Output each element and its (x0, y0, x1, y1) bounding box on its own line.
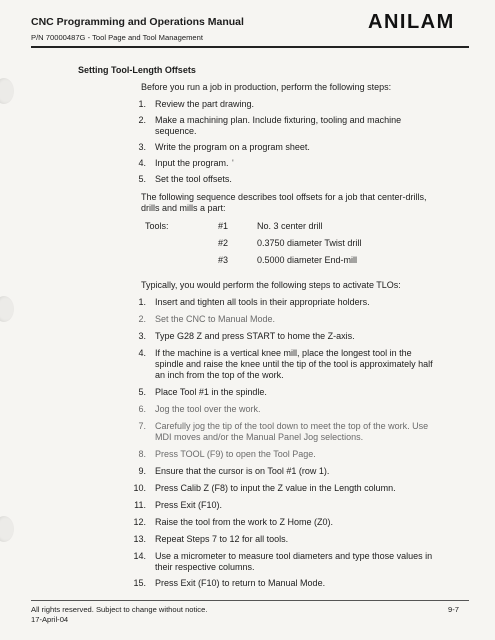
step-number: 5. (138, 387, 146, 397)
step-number: 7. (138, 421, 146, 431)
step-number: 10. (133, 483, 146, 493)
step-text: Type G28 Z and press START to home the Z-axis. (155, 331, 355, 341)
step-text: Press Exit (F10) to return to Manual Mode. (155, 578, 326, 588)
stray-mark: ' (232, 158, 234, 168)
step-text: Review the part drawing. (155, 99, 255, 109)
step-text: Use a micrometer to measure tool diameters and type those values in (155, 551, 433, 561)
binder-hole (0, 516, 14, 542)
step-number: 3. (138, 142, 146, 152)
page-number: 9-7 (448, 605, 459, 614)
step-text: If the machine is a vertical knee mill, place the longest tool in the (155, 348, 412, 358)
tools-label: Tools: (145, 221, 169, 231)
manual-part-number: P/N 70000487G - Tool Page and Tool Management (31, 33, 203, 42)
step-text: Write the program on a program sheet. (155, 142, 310, 152)
step-text: Ensure that the cursor is on Tool #1 (row 1). (155, 466, 330, 476)
step-text: an inch from the top of the work. (155, 370, 284, 380)
step-text: Carefully jog the tip of the tool down to meet the top of the work. Use (155, 421, 429, 431)
footer-rights: All rights reserved. Subject to change without notice. (31, 605, 208, 614)
step-text: sequence. (155, 126, 197, 136)
step-text: Press Exit (F10). (155, 500, 223, 510)
tool-id: #3 (218, 255, 229, 265)
step-number: 9. (138, 466, 146, 476)
step-text: Jog the tool over the work. (155, 404, 261, 414)
step-number: 1. (138, 99, 146, 109)
step-text: Repeat Steps 7 to 12 for all tools. (155, 534, 289, 544)
step-number: 4. (138, 158, 146, 168)
tool-id: #1 (218, 221, 229, 231)
brand-logo: ANILAM (368, 11, 455, 33)
tool-desc: 0.3750 diameter Twist drill (257, 238, 362, 248)
step-text: their respective columns. (155, 562, 255, 572)
step-number: 1. (138, 297, 146, 307)
step-number: 14. (133, 551, 146, 561)
step-text: Make a machining plan. Include fixturing, tooling and machine (155, 115, 402, 125)
step-text: Press TOOL (F9) to open the Tool Page. (155, 449, 316, 459)
step-number: 3. (138, 331, 146, 341)
step-number: 2. (138, 314, 146, 324)
section-title: Setting Tool-Length Offsets (78, 65, 196, 75)
tool-id: #2 (218, 238, 229, 248)
step-number: 12. (133, 517, 146, 527)
step-text: Input the program. (155, 158, 229, 168)
step-text: spindle and raise the knee until the tip of the tool is approximately half (155, 359, 433, 369)
step-number: 11. (134, 500, 146, 510)
step-number: 2. (138, 115, 146, 125)
paragraph-text: The following sequence describes tool offsets for a job that center-drills, (141, 192, 427, 202)
step-number: 8. (138, 449, 146, 459)
step-text: MDI moves and/or the Manual Panel Jog selections. (155, 432, 364, 442)
paragraph-text: drills and mills a part: (141, 203, 226, 213)
tool-desc: No. 3 center drill (257, 221, 323, 231)
intro-text: Before you run a job in production, perform the following steps: (141, 82, 392, 92)
paragraph-text: Typically, you would perform the following steps to activate TLOs: (141, 280, 401, 290)
step-text: Set the tool offsets. (155, 174, 232, 184)
step-text: Insert and tighten all tools in their appropriate holders. (155, 297, 370, 307)
step-number: 4. (138, 348, 146, 358)
step-text: Set the CNC to Manual Mode. (155, 314, 276, 324)
step-text: Raise the tool from the work to Z Home (Z0). (155, 517, 334, 527)
step-text: Press Calib Z (F8) to input the Z value in the Length column. (155, 483, 396, 493)
step-number: 13. (133, 534, 146, 544)
step-number: 15. (133, 578, 146, 588)
step-text: Place Tool #1 in the spindle. (155, 387, 267, 397)
footer-rule (31, 600, 469, 601)
tool-desc: 0.5000 diameter End-mill (257, 255, 358, 265)
footer-date: 17-April-04 (31, 615, 69, 624)
step-number: 5. (138, 174, 146, 184)
binder-hole (0, 78, 14, 104)
step-number: 6. (138, 404, 146, 414)
header-rule (31, 46, 469, 48)
binder-hole (0, 296, 14, 322)
manual-title: CNC Programming and Operations Manual (31, 16, 244, 28)
